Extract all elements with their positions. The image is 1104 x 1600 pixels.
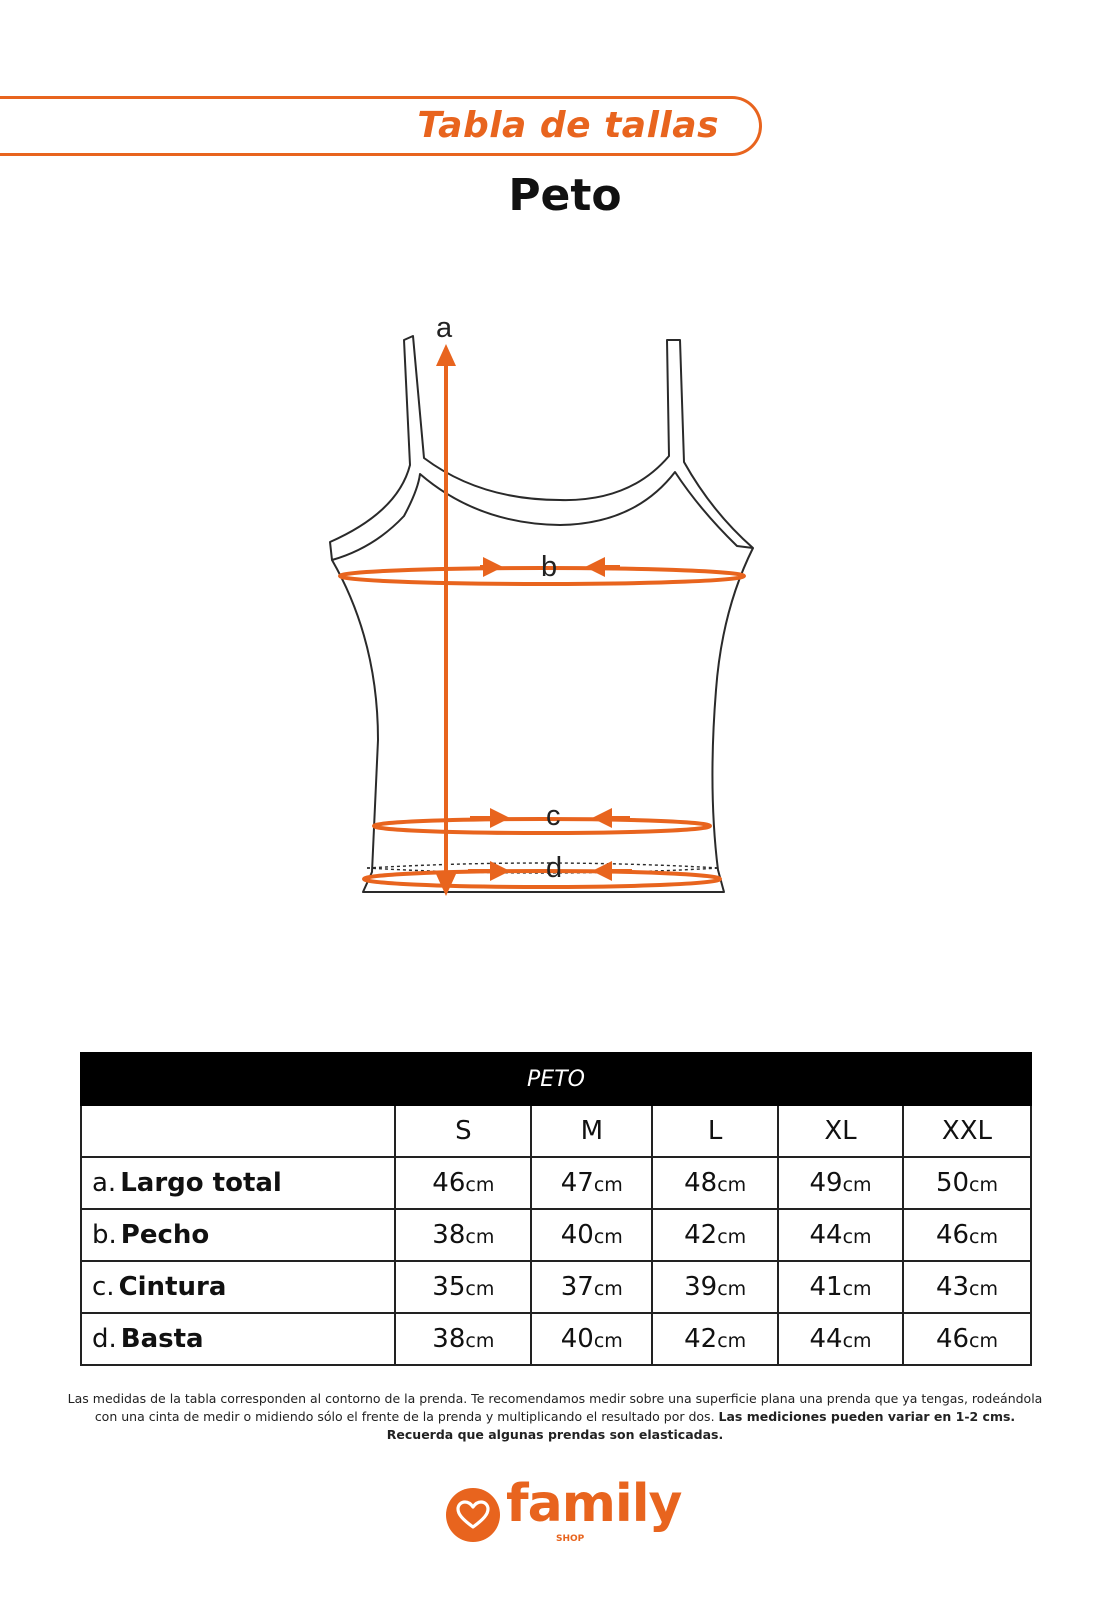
brand-tagline: SHOP <box>556 1534 585 1544</box>
row-letter: c. <box>92 1272 115 1302</box>
waist-measure-ellipse <box>374 819 710 833</box>
measure-value: 44 <box>809 1220 843 1250</box>
table-row <box>81 1157 1031 1209</box>
measure-cell <box>531 1313 652 1365</box>
unit-label: cm <box>969 1174 998 1196</box>
measure-value: 40 <box>560 1324 594 1354</box>
size-header-row <box>81 1105 1031 1157</box>
measure-cell <box>903 1157 1031 1209</box>
measure-cell <box>531 1157 652 1209</box>
measure-value: 35 <box>432 1272 466 1302</box>
measure-value: 38 <box>432 1324 466 1354</box>
measure-value: 42 <box>684 1324 718 1354</box>
measure-cell <box>531 1209 652 1261</box>
unit-label: cm <box>593 1278 623 1300</box>
title-banner <box>0 96 762 156</box>
heart-icon <box>446 1488 500 1542</box>
measure-cell <box>395 1157 531 1209</box>
row-letter: a. <box>92 1168 117 1198</box>
measure-value: 40 <box>560 1220 594 1250</box>
row-letter: d. <box>92 1324 117 1354</box>
measure-cell <box>778 1261 903 1313</box>
measure-cell <box>652 1261 778 1313</box>
size-header: M <box>531 1105 652 1157</box>
measure-value: 46 <box>935 1220 970 1250</box>
arrowhead-chest-right <box>585 557 605 577</box>
table-row <box>81 1209 1031 1261</box>
product-name: Peto <box>508 170 622 221</box>
unit-label: cm <box>842 1330 872 1352</box>
arrowhead-up <box>436 344 456 366</box>
unit-label: cm <box>465 1174 495 1196</box>
measurement-note <box>60 1390 1050 1444</box>
row-label <box>81 1209 395 1261</box>
unit-label: cm <box>465 1226 495 1248</box>
unit-label: cm <box>593 1174 623 1196</box>
measure-value: 41 <box>809 1272 843 1302</box>
table-row <box>81 1261 1031 1313</box>
measure-value: 39 <box>684 1272 718 1302</box>
page-title: Tabla de tallas <box>417 105 719 146</box>
size-header: S <box>395 1105 531 1157</box>
unit-label: cm <box>465 1330 495 1352</box>
measure-value: 38 <box>432 1220 466 1250</box>
tank-top-outline <box>330 336 753 892</box>
measure-cell <box>652 1157 778 1209</box>
measure-value: 43 <box>935 1272 970 1302</box>
unit-label: cm <box>717 1330 747 1352</box>
row-letter: b. <box>92 1220 117 1250</box>
row-name: Largo total <box>120 1168 282 1198</box>
measure-cell <box>778 1313 903 1365</box>
unit-label: cm <box>717 1226 747 1248</box>
row-name: Cintura <box>118 1272 227 1302</box>
label-a: a <box>436 320 453 344</box>
unit-label: cm <box>717 1174 747 1196</box>
measure-value: 50 <box>935 1168 970 1198</box>
measure-cell <box>652 1313 778 1365</box>
measure-value: 37 <box>560 1272 594 1302</box>
brand-logo <box>446 1474 686 1552</box>
unit-label: cm <box>969 1330 998 1352</box>
label-c: c <box>546 800 561 832</box>
garment-diagram <box>320 320 780 920</box>
note-text: Las medidas de la tabla corresponden al contorno de la prenda. Te recomendamos medir sobre una superficie plana una prenda que ya tengas, rodeándola con una cinta de medir o midiendo sólo el frente de la prenda y multiplicando el resultado por dos. <box>67 1391 1043 1424</box>
measure-value: 44 <box>809 1324 843 1354</box>
size-header: XL <box>778 1105 903 1157</box>
arrowhead-hem-left <box>490 861 510 881</box>
measure-cell <box>903 1261 1031 1313</box>
unit-label: cm <box>842 1226 872 1248</box>
arrowhead-waist-right <box>592 808 612 828</box>
measure-cell <box>652 1209 778 1261</box>
unit-label: cm <box>593 1330 623 1352</box>
arrowhead-chest-left <box>483 557 503 577</box>
measure-cell <box>778 1209 903 1261</box>
row-label <box>81 1261 395 1313</box>
row-label <box>81 1313 395 1365</box>
measure-value: 47 <box>560 1168 594 1198</box>
label-b: b <box>541 551 558 583</box>
row-label <box>81 1157 395 1209</box>
measure-cell <box>395 1261 531 1313</box>
size-table <box>80 1052 1032 1366</box>
measure-cell <box>903 1313 1031 1365</box>
row-name: Basta <box>120 1324 204 1354</box>
unit-label: cm <box>717 1278 747 1300</box>
measure-value: 46 <box>935 1324 970 1354</box>
measure-cell <box>395 1313 531 1365</box>
measure-cell <box>395 1209 531 1261</box>
empty-corner-cell <box>81 1105 395 1157</box>
size-header: L <box>652 1105 778 1157</box>
unit-label: cm <box>465 1278 495 1300</box>
row-name: Pecho <box>120 1220 210 1250</box>
arrowhead-waist-left <box>490 808 510 828</box>
unit-label: cm <box>969 1278 998 1300</box>
measure-cell <box>903 1209 1031 1261</box>
measure-value: 48 <box>684 1168 718 1198</box>
note-bold: Las mediciones pueden variar en 1-2 cms. Recuerda que algunas prendas son elasticadas. <box>386 1409 1016 1442</box>
measure-value: 42 <box>684 1220 718 1250</box>
table-row <box>81 1313 1031 1365</box>
unit-label: cm <box>842 1174 872 1196</box>
measure-cell <box>531 1261 652 1313</box>
brand-name: family <box>506 1474 682 1534</box>
size-header: XXL <box>903 1105 1031 1157</box>
unit-label: cm <box>842 1278 872 1300</box>
measure-value: 46 <box>432 1168 466 1198</box>
label-d: d <box>546 852 563 884</box>
measure-value: 49 <box>809 1168 843 1198</box>
table-caption: PETO <box>81 1053 1031 1105</box>
unit-label: cm <box>969 1226 998 1248</box>
unit-label: cm <box>593 1226 623 1248</box>
measure-cell <box>778 1157 903 1209</box>
